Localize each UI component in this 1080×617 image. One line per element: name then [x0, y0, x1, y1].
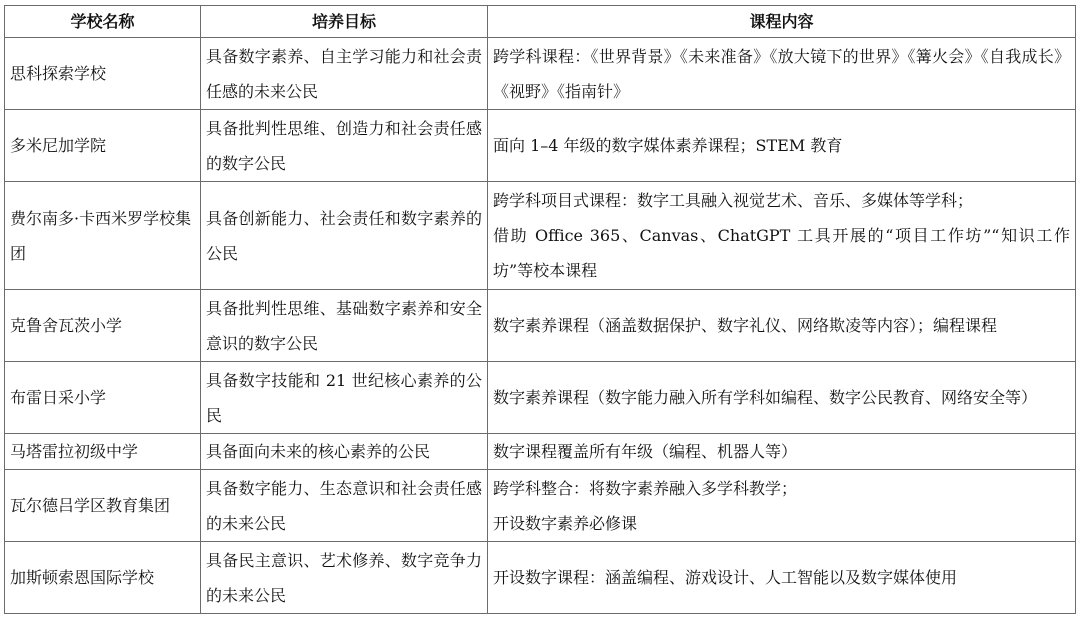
table-row [5, 110, 1076, 182]
school-name-cell: 布雷日采小学 [5, 362, 201, 434]
school-name-cell: 克鲁舍瓦茨小学 [5, 290, 201, 362]
table-row [5, 434, 1076, 470]
training-goal-cell: 具备民主意识、艺术修养、数字竞争力的未来公民 [201, 542, 488, 614]
table-row [5, 290, 1076, 362]
training-goal-cell: 具备数字技能和 21 世纪核心素养的公民 [201, 362, 488, 434]
training-goal-cell: 具备数字素养、自主学习能力和社会责任感的未来公民 [201, 38, 488, 110]
course-content-cell [488, 38, 1076, 110]
header-training-goal: 培养目标 [201, 6, 488, 38]
course-content-cell [488, 182, 1076, 290]
course-content-line: 跨学科课程：《世界背景》《未来准备》《放大镜下的世界》《篝火会》《自我成长》《视野》《指南针》 [493, 46, 1070, 101]
course-content-cell [488, 542, 1076, 614]
school-comparison-table [4, 5, 1076, 614]
course-content-cell [488, 110, 1076, 182]
course-content-line: 开设数字课程：涵盖编程、游戏设计、人工智能以及数字媒体使用 [493, 568, 958, 587]
course-content-line: 开设数字素养必修课 [493, 513, 638, 533]
training-goal-cell: 具备批判性思维、创造力和社会责任感的数字公民 [201, 110, 488, 182]
header-row [5, 6, 1076, 38]
table-row [5, 542, 1076, 614]
training-goal-cell: 具备创新能力、社会责任和数字素养的公民 [201, 182, 488, 290]
school-name-cell: 加斯顿索恩国际学校 [5, 542, 201, 614]
school-name-cell: 思科探索学校 [5, 38, 201, 110]
school-name-cell: 马塔雷拉初级中学 [5, 434, 201, 470]
table-container [4, 5, 1076, 614]
table-row [5, 470, 1076, 542]
course-content-cell [488, 362, 1076, 434]
school-name-cell: 多米尼加学院 [5, 110, 201, 182]
course-content-cell [488, 470, 1076, 542]
training-goal-cell: 具备批判性思维、基础数字素养和安全意识的数字公民 [201, 290, 488, 362]
course-content-line: 跨学科项目式课程：数字工具融入视觉艺术、音乐、多媒体等学科； [493, 191, 974, 210]
course-content-cell [488, 290, 1076, 362]
school-name-cell: 费尔南多·卡西米罗学校集团 [5, 182, 201, 290]
training-goal-cell: 具备面向未来的核心素养的公民 [201, 434, 488, 470]
table-row [5, 38, 1076, 110]
course-content-line: 数字素养课程（涵盖数据保护、数字礼仪、网络欺凌等内容）；编程课程 [493, 316, 998, 335]
table-row [5, 362, 1076, 434]
course-content-line: 面向 1–4 年级的数字媒体素养课程；STEM 教育 [493, 136, 843, 155]
course-content-line: 跨学科整合：将数字素养融入多学科教学； [493, 478, 798, 498]
course-content-line: 数字课程覆盖所有年级（编程、机器人等） [493, 442, 798, 461]
training-goal-cell: 具备数字能力、生态意识和社会责任感的未来公民 [201, 470, 488, 542]
header-school-name: 学校名称 [5, 6, 201, 38]
course-content-line: 借助 Office 365、Canvas、ChatGPT 工具开展的“项目工作坊”“知识工作坊”等校本课程 [493, 226, 1070, 280]
table-row [5, 182, 1076, 290]
school-name-cell: 瓦尔德吕学区教育集团 [5, 470, 201, 542]
header-course-content: 课程内容 [488, 6, 1076, 38]
course-content-line: 数字素养课程（数字能力融入所有学科如编程、数字公民教育、网络安全等） [493, 388, 1038, 407]
course-content-cell [488, 434, 1076, 470]
